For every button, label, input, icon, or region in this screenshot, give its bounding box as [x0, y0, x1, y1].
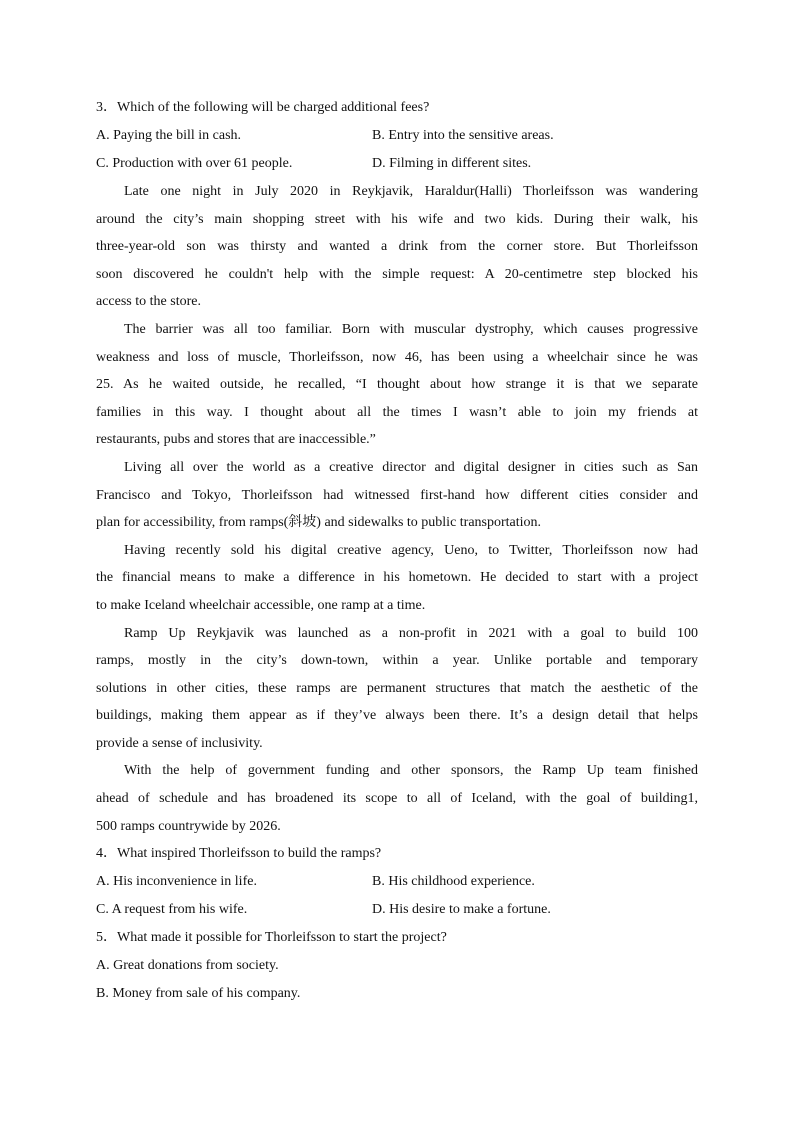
passage-line: restaurants, pubs and stores that are inaccessible.”	[96, 432, 376, 448]
passage-line: 25. As he waited outside, he recalled, “I thought about how strange it is that we separate	[96, 377, 698, 393]
passage-line: buildings, making them appear as if they’ve always been there. It’s a design detail that helps	[96, 708, 698, 724]
passage-paragraph-3	[96, 454, 698, 537]
question-4-option-b: B. His childhood experience.	[372, 874, 535, 890]
passage-line: ahead of schedule and has broadened its scope to all of Iceland, with the goal of building1,	[96, 791, 698, 807]
question-3-option-a: A. Paying the bill in cash.	[96, 128, 242, 143]
question-4-option-c: C. A request from his wife.	[96, 902, 248, 918]
question-5-option-a: A. Great donations from society.	[96, 958, 279, 974]
question-3-option-c: C. Production with over 61 people.	[96, 156, 293, 171]
document-page	[96, 94, 698, 1008]
question-4: 4．What inspired Thorleifsson to build the ramps?	[96, 846, 382, 862]
question-3: 3．Which of the following will be charged additional fees?	[96, 100, 430, 115]
passage-line: the financial means to make a difference in his hometown. He decided to start with a project	[96, 570, 698, 586]
passage-line: 500 ramps countrywide by 2026.	[96, 818, 281, 834]
passage-line: access to the store.	[96, 294, 201, 310]
passage-line: ramps, mostly in the city’s down-town, within a year. Unlike portable and temporary	[96, 653, 698, 669]
passage-paragraph-2	[96, 316, 698, 454]
passage-paragraph-6	[96, 757, 698, 840]
question-3-option-b: B. Entry into the sensitive areas.	[372, 128, 554, 143]
passage-line: families in this way. I thought about all the times I wasn’t able to join my friends at	[96, 404, 698, 420]
passage-line: With the help of government funding and other sponsors, the Ramp Up team finished	[124, 763, 698, 779]
passage-line: The barrier was all too familiar. Born with muscular dystrophy, which causes progressive	[124, 321, 698, 337]
passage-line: three-year-old son was thirsty and wanted a drink from the corner store. But Thorleifsson	[96, 239, 698, 255]
passage-line: Having recently sold his digital creative agency, Ueno, to Twitter, Thorleifsson now had	[124, 542, 698, 558]
question-3-options-row-2	[96, 150, 698, 178]
question-4-options-row-2	[96, 896, 698, 924]
passage-line: provide a sense of inclusivity.	[96, 735, 263, 751]
question-3-options-row-1	[96, 122, 698, 150]
passage-line: around the city’s main shopping street with his wife and two kids. During their walk, his	[96, 211, 698, 227]
question-4-options-row-1	[96, 868, 698, 896]
passage-line: weakness and loss of muscle, Thorleifsson, now 46, has been using a wheelchair since he was	[96, 349, 698, 365]
passage-line: to make Iceland wheelchair accessible, one ramp at a time.	[96, 597, 426, 613]
passage-line: soon discovered he couldn't help with the simple request: A 20-centimetre step blocked his	[96, 266, 698, 282]
question-5: 5．What made it possible for Thorleifsson to start the project?	[96, 930, 447, 946]
passage-paragraph-4	[96, 537, 698, 620]
question-3-option-d: D. Filming in different sites.	[372, 156, 532, 171]
passage-line: solutions in other cities, these ramps are permanent structures that match the aesthetic of the	[96, 680, 698, 696]
passage-line: Francisco and Tokyo, Thorleifsson had witnessed first-hand how different cities consider and	[96, 487, 698, 503]
passage-line: Late one night in July 2020 in Reykjavik, Haraldur(Halli) Thorleifsson was wandering	[124, 184, 698, 199]
passage-line: plan for accessibility, from ramps(斜坡) and sidewalks to public transportation.	[96, 515, 542, 531]
question-4-option-d: D. His desire to make a fortune.	[372, 902, 551, 918]
passage-paragraph-5	[96, 620, 698, 758]
question-5-option-b: B. Money from sale of his company.	[96, 986, 301, 1002]
passage-line: Ramp Up Reykjavik was launched as a non-profit in 2021 with a goal to build 100	[124, 625, 698, 641]
question-4-option-a: A. His inconvenience in life.	[96, 874, 257, 890]
passage-paragraph-1	[96, 178, 698, 316]
passage-line: Living all over the world as a creative director and digital designer in cities such as San	[124, 459, 698, 475]
